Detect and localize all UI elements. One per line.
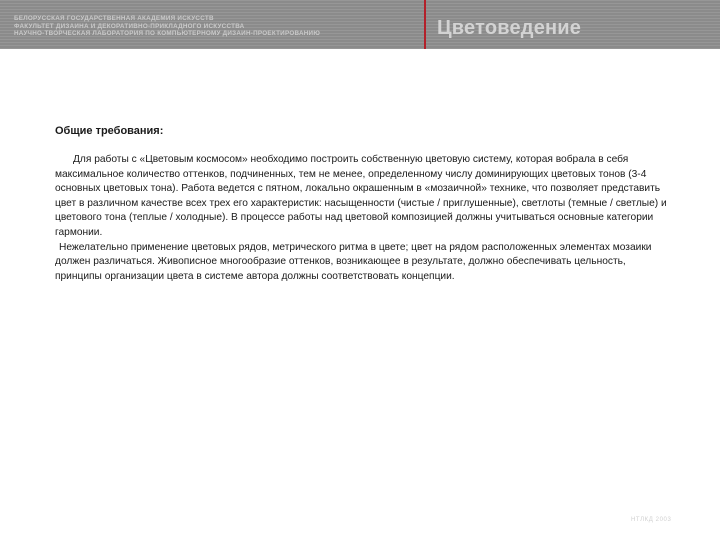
slide-content [55,125,667,284]
paragraph-requirements: Для работы с «Цветовым космосом» необходимо построить собственную цветовую систему, которая вобрала в себя максимальное количество оттенков, подчиненных, тем не менее, определенному числу доминирующих цветовых тонов (3-4 основных цветовых тона). Работа ведется с пятном, локально окрашенным в «мозаичной» технике, что позволяет представить цвет в различном качестве всех трех его характеристик: насыщенности (чистые / приглушенные), светлоты (темные / светлые) и цветового тона (теплые / холодные). В процессе работы над цветовой композицией должны учитываться основные категории гармонии. [55,154,667,238]
institution-info [14,15,404,38]
header-banner [0,0,720,49]
footer-watermark: НТЛКД 2003 [631,517,672,523]
course-title: Цветоведение [437,17,582,39]
header-divider [424,0,426,49]
paragraph-restrictions: Нежелательно применение цветовых рядов, метрического ритма в цвете; цвет на рядом расположенных элементах мозаики должен различаться. Живописное многообразие оттенков, возникающее в результате, должно обеспечивать цельность, принципы организации цвета в системе автора должны соответствовать концепции. [55,241,652,282]
section-heading: Общие требования: [55,125,164,137]
faculty-name: ФАКУЛЬТЕТ ДИЗАЙНА И ДЕКОРАТИВНО-ПРИКЛАДНОГО ИСКУССТВА [14,22,245,30]
institution-name: БЕЛОРУССКАЯ ГОСУДАРСТВЕННАЯ АКАДЕМИЯ ИСКУССТВ [14,15,214,22]
laboratory-name: НАУЧНО-ТВОРЧЕСКАЯ ЛАБОРАТОРИЯ ПО КОМПЬЮТЕРНОМУ ДИЗАЙН-ПРОЕКТИРОВАНИЮ [14,30,321,38]
